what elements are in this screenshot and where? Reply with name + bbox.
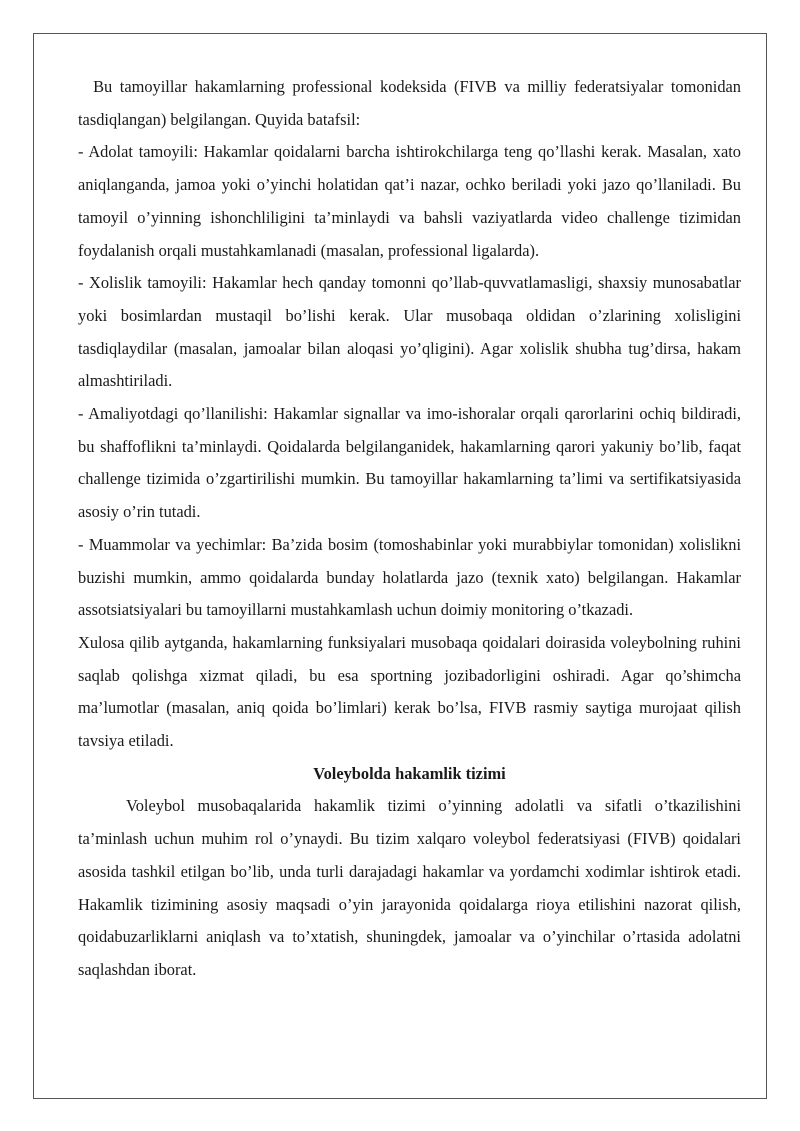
document-body — [78, 71, 741, 987]
paragraph-intro: Bu tamoyillar hakamlarning professional kodeksida (FIVB va milliy federatsiyalar tomonidan tasdiqlangan) belgilangan. Quyida batafsil: — [78, 77, 741, 129]
paragraph-conclusion: Xulosa qilib aytganda, hakamlarning funksiyalari musobaqa qoidalari doirasida voleybolning ruhini saqlab qolishga xizmat qiladi, bu esa sportning jozibadorligini oshiradi. Agar qo’shimcha ma’lumotlar (masalan, aniq qoida bo’limlari) kerak bo’lsa, FIVB rasmiy saytiga murojaat qilish tavsiya etiladi. — [78, 632, 741, 751]
paragraph-refereeing-system: Voleybol musobaqalarida hakamlik tizimi o’yinning adolatli va sifatli o’tkazilishini ta’minlash uchun muhim rol o’ynaydi. Bu tizim xalqaro voleybol federatsiyasi (FIVB) qoidalari asosida tashkil etilgan bo’lib, unda turli darajadagi hakamlar va yordamchi xodimlar ishtirok etadi. Hakamlik tizimining asosiy maqsadi o’yin jarayonida qoidalarga rioya etilishini nazorat qilish, qoidabuzarliklarni aniqlash va to’xtatish, shuningdek, jamoalar va o’yinchilar o’rtasida adolatni saqlashdan iborat. — [78, 796, 741, 979]
paragraph-impartiality-principle: - Xolislik tamoyili: Hakamlar hech qanday tomonni qo’llab-quvvatlamasligi, shaxsiy munosabatlar yoki bosimlardan mustaqil bo’lishi kerak. Ular musobaqa oldidan o’zlarining xolisligini tasdiqlaydilar (masalan, jamoalar bilan aloqasi yo’qligini). Agar xolislik shubha tug’dirsa, hakam almashtiriladi. — [78, 273, 741, 391]
paragraph-fairness-principle: - Adolat tamoyili: Hakamlar qoidalarni barcha ishtirokchilarga teng qo’llashi kerak. Masalan, xato aniqlanganda, jamoa yoki o’yinchi holatidan qat’i nazar, ochko beriladi yoki jazo qo’llaniladi. Bu tamoyil o’yinning ishonchliligini ta’minlaydi va bahsli vaziyatlarda video challenge tizimidan foydalanish orqali mustahkamlanadi (masalan, professional ligalarda). — [78, 142, 741, 260]
paragraph-problems-solutions: - Muammolar va yechimlar: Ba’zida bosim (tomoshabinlar yoki murabbiylar tomonidan) xolislikni buzishi mumkin, ammo qoidalarda bunday holatlarda jazo (texnik xato) belgilangan. Hakamlar assotsiatsiyalari bu tamoyillarni mustahkamlash uchun doimiy monitoring o’tkazadi. — [78, 534, 741, 620]
paragraph-practical-application: - Amaliyotdagi qo’llanilishi: Hakamlar signallar va imo-ishoralar orqali qarorlarini ochiq bildiradi, bu shaffoflikni ta’minlaydi. Qoidalarda belgilanganidek, hakamlarning qarori yakuniy bo’lib, faqat challenge tizimida o’zgartirilishi mumkin. Bu tamoyillar hakamlarning ta’limi va sertifikatsiyasida asosiy o’rin tutadi. — [78, 404, 741, 522]
section-heading: Voleybolda hakamlik tizimi — [313, 763, 506, 783]
